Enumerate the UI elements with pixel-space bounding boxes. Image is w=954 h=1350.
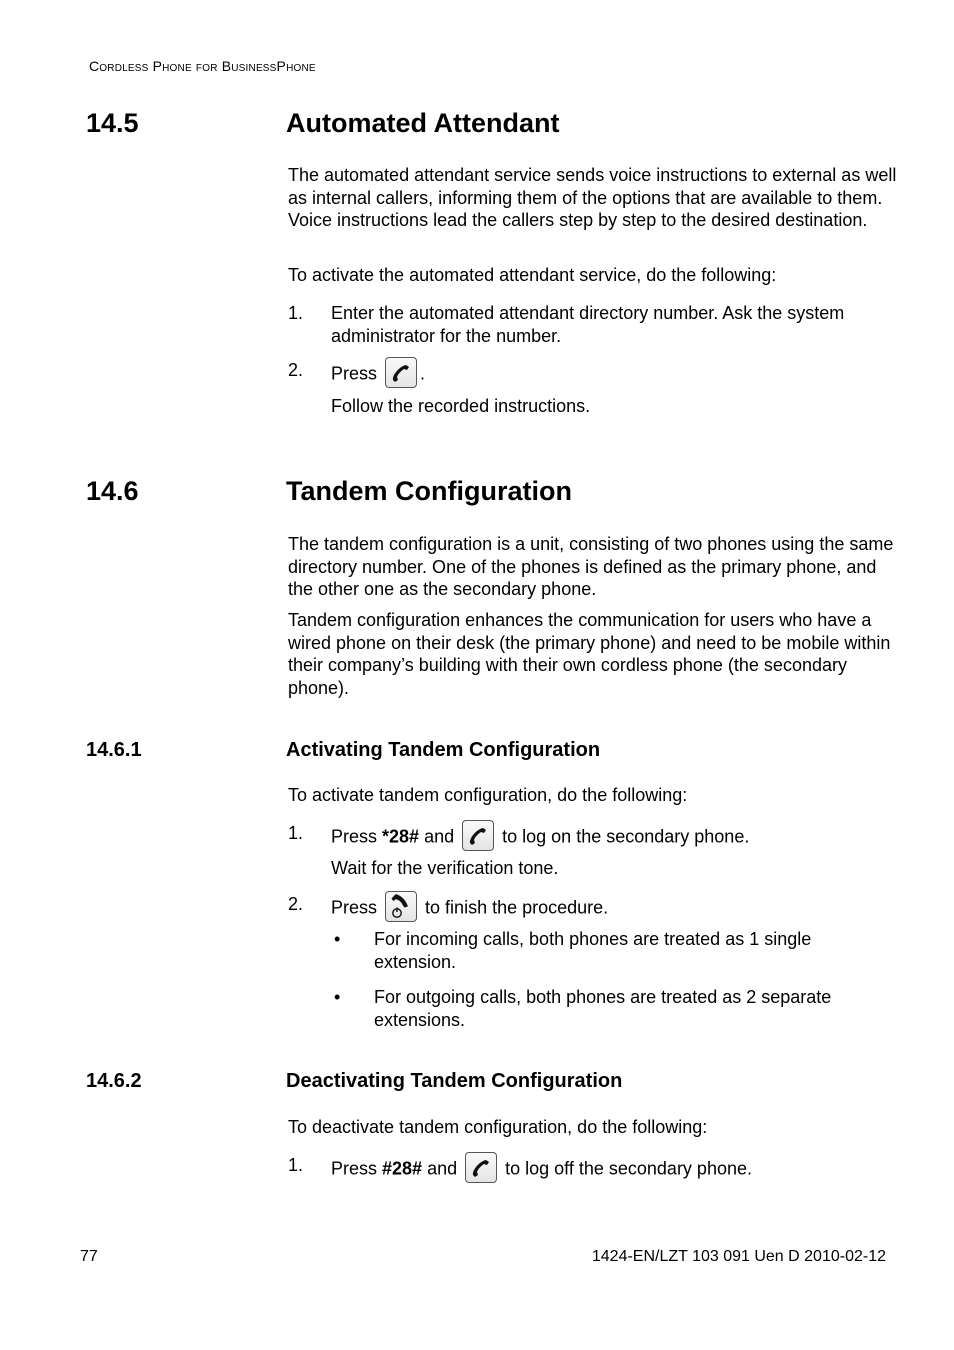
section-number: 14.5 (86, 108, 139, 138)
call-key-icon (462, 820, 494, 851)
paragraph: The tandem configuration is a unit, consisting of two phones using the same directory number. One of the phones is defined as the primary phone, and the other one as the secondary phone. (288, 534, 894, 599)
step-text-part: Press (331, 1158, 383, 1179)
step-note: Wait for the verification tone. (331, 858, 559, 878)
step-number: 2. (288, 360, 304, 380)
paragraph: Tandem configuration enhances the communication for users who have a wired phone on their desk (the primary phone) and need to be mobile within their company’s building with their own cordless phone (the secondary phone). (288, 610, 891, 698)
step-text (331, 893, 897, 924)
bullet: • (334, 929, 341, 949)
subsection-title: Activating Tandem Configuration (286, 739, 601, 761)
section-number: 14.6 (86, 476, 139, 506)
subsection-number: 14.6.2 (86, 1070, 142, 1092)
step-text-part: Press (331, 363, 378, 384)
step-number: 1. (288, 303, 304, 323)
step-text-part: . (420, 363, 426, 384)
step-text-part: Press (331, 826, 383, 847)
bullet-text: For outgoing calls, both phones are treated as 2 separate extensions. (374, 987, 832, 1030)
paragraph: To activate tandem configuration, do the following: (288, 785, 688, 805)
step-text (331, 822, 897, 853)
step-text-part: and (419, 826, 455, 847)
step-note: Follow the recorded instructions. (331, 396, 591, 416)
end-key-icon (385, 891, 417, 922)
section-title: Tandem Configuration (286, 476, 572, 506)
page-number: 77 (80, 1248, 98, 1265)
step-text (331, 1154, 897, 1185)
step-text (331, 359, 897, 390)
running-header: Cordless Phone for BusinessPhone (89, 58, 316, 74)
step-number: 1. (288, 1155, 304, 1175)
step-text-part: Press (331, 897, 378, 918)
call-key-icon (465, 1152, 497, 1183)
step-text-part: to log off the secondary phone. (505, 1158, 752, 1179)
step-number: 2. (288, 894, 304, 914)
call-key-icon (385, 357, 417, 388)
step-number: 1. (288, 823, 304, 843)
bullet: • (334, 987, 341, 1007)
section-title: Automated Attendant (286, 108, 560, 138)
key-code: #28# (382, 1158, 423, 1179)
step-text-part: to finish the procedure. (425, 897, 609, 918)
paragraph: To activate the automated attendant service, do the following: (288, 265, 777, 285)
key-code: *28# (382, 826, 420, 847)
step-text: Enter the automated attendant directory number. Ask the system administrator for the number. (331, 303, 845, 346)
subsection-number: 14.6.1 (86, 739, 142, 761)
bullet-text: For incoming calls, both phones are treated as 1 single extension. (374, 929, 812, 972)
paragraph: The automated attendant service sends voice instructions to external as well as internal callers, informing them of the options that are available to them. Voice instructions lead the callers step by step to the desired destination. (288, 165, 897, 230)
step-text-part: and (422, 1158, 458, 1179)
document-id: 1424-EN/LZT 103 091 Uen D 2010-02-12 (591, 1248, 886, 1265)
step-text-part: to log on the secondary phone. (502, 826, 750, 847)
subsection-title: Deactivating Tandem Configuration (286, 1070, 623, 1092)
paragraph: To deactivate tandem configuration, do the following: (288, 1117, 708, 1137)
